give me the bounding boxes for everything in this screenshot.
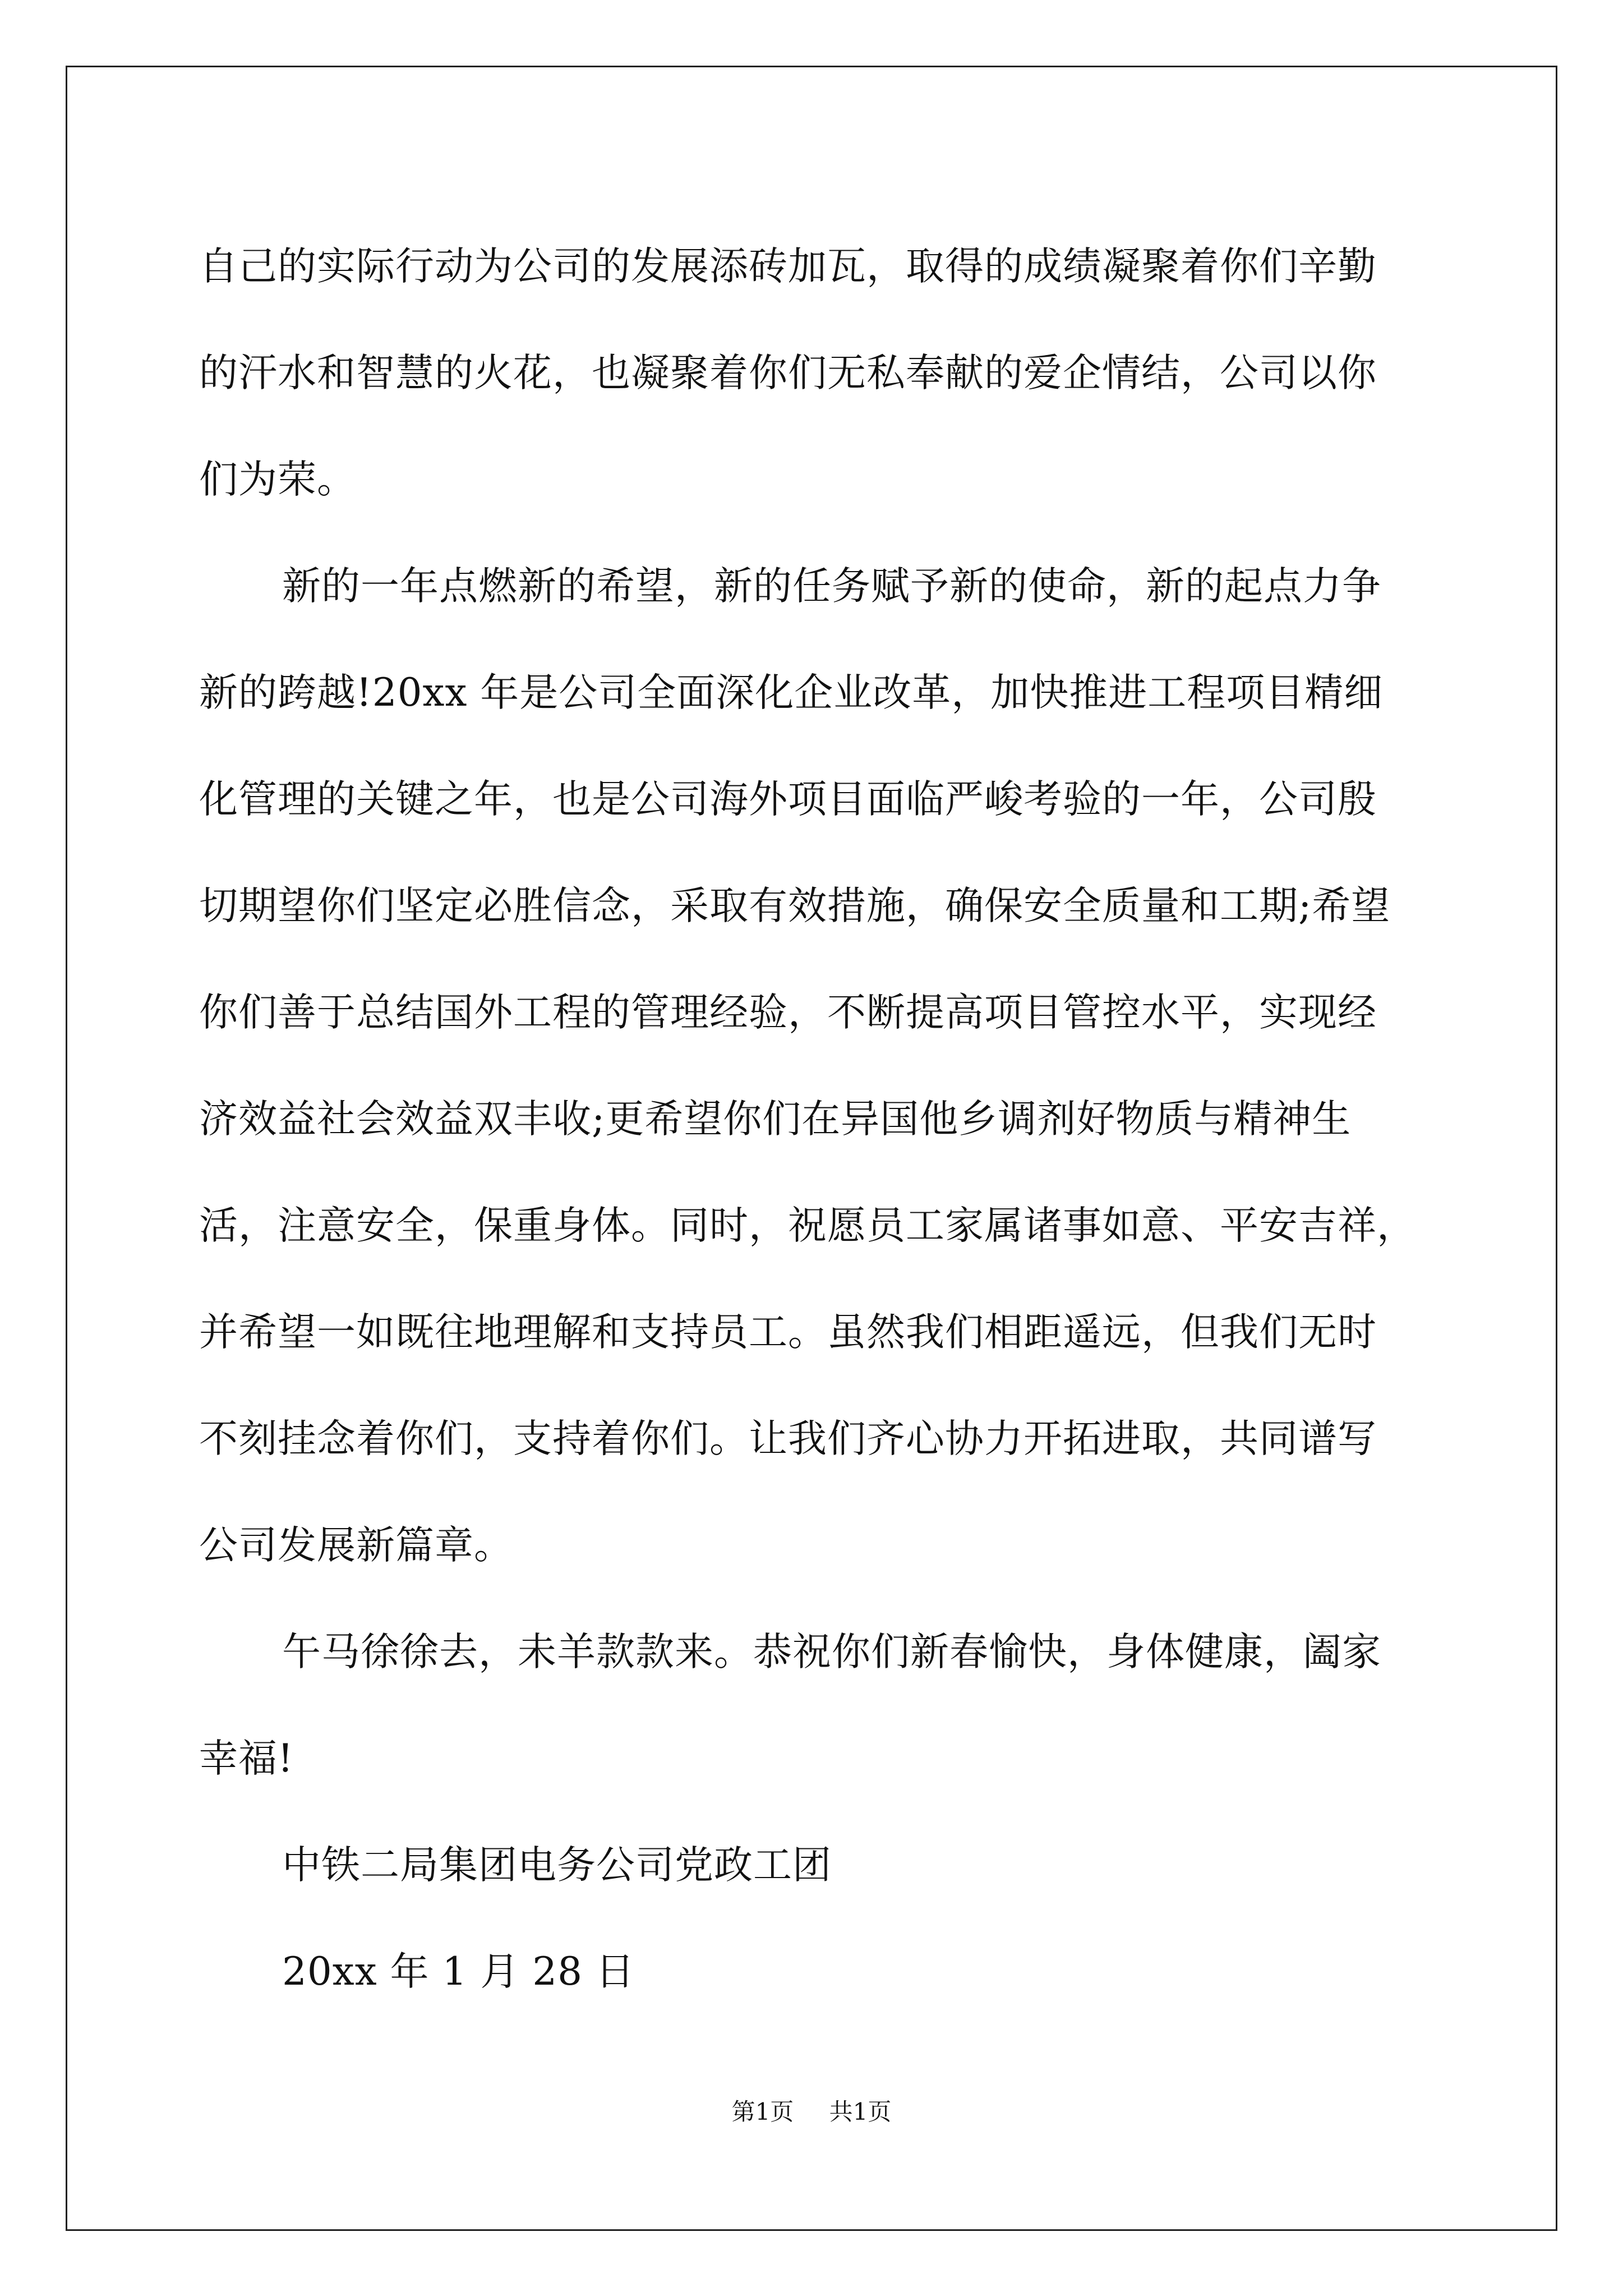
document-body [199, 213, 1433, 2025]
text-line: 切期望你们坚定必胜信念，采取有效措施，确保安全质量和工期;希望 [199, 884, 1391, 928]
text-line: 济效益社会效益双丰收;更希望你们在异国他乡调剂好物质与精神生 [199, 1097, 1352, 1142]
text-line: 中铁二局集团电务公司党政工团 [282, 1843, 832, 1888]
page-number: 第1页 [731, 2098, 794, 2125]
paragraph [199, 533, 1433, 1599]
text-line: 化管理的关键之年，也是公司海外项目面临严峻考验的一年，公司殷 [199, 777, 1377, 822]
page-footer [0, 2095, 1623, 2129]
page-total: 共1页 [829, 2098, 892, 2125]
text-line: 新的跨越!20xx 年是公司全面深化企业改革，加快推进工程项目精细 [199, 670, 1384, 715]
text-line: 的汗水和智慧的火花，也凝聚着你们无私奉献的爱企情结，公司以你 [199, 351, 1377, 395]
text-line: 新的一年点燃新的希望，新的任务赋予新的使命，新的起点力争 [282, 564, 1381, 609]
paragraph [199, 1599, 1433, 1812]
text-line: 不刻挂念着你们，支持着你们。让我们齐心协力开拓进取，共同谱写 [199, 1416, 1377, 1461]
text-line: 们为荣。 [199, 457, 356, 502]
text-line: 公司发展新篇章。 [199, 1523, 513, 1568]
text-line: 活，注意安全，保重身体。同时，祝愿员工家属诸事如意、平安吉祥， [199, 1203, 1416, 1248]
text-line: 自己的实际行动为公司的发展添砖加瓦，取得的成绩凝聚着你们辛勤 [199, 244, 1377, 289]
text-line: 并希望一如既往地理解和支持员工。虽然我们相距遥远，但我们无时 [199, 1310, 1377, 1355]
text-line: 你们善于总结国外工程的管理经验，不断提高项目管控水平，实现经 [199, 990, 1377, 1035]
text-line: 20xx 年 1 月 28 日 [282, 1949, 635, 1994]
signature-organization [199, 1812, 1433, 1918]
text-line: 幸福! [199, 1736, 294, 1781]
signature-date [199, 1918, 1433, 2025]
paragraph [199, 213, 1433, 533]
text-line: 午马徐徐去，未羊款款来。恭祝你们新春愉快，身体健康，阖家 [282, 1630, 1381, 1674]
